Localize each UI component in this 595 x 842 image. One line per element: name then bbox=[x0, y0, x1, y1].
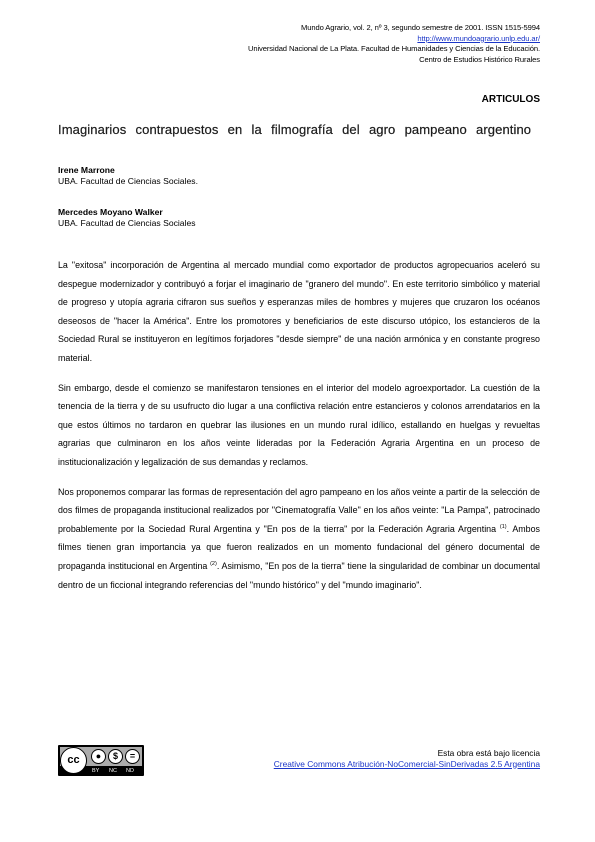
journal-url-link[interactable]: http://www.mundoagrario.unlp.edu.ar/ bbox=[417, 33, 540, 43]
article-title: Imaginarios contrapuestos en la filmografía del agro pampeano argentino bbox=[58, 122, 532, 137]
institution-name: Universidad Nacional de La Plata. Facultad de Humanidades y Ciencias de la Educación. bbox=[247, 44, 540, 53]
author-name: Irene Marrone bbox=[58, 165, 115, 175]
creative-commons-badge[interactable] bbox=[58, 745, 144, 776]
journal-citation: Mundo Agrario, vol. 2, nº 3, segundo semestre de 2001. ISSN 1515-5994 bbox=[300, 23, 540, 32]
research-center: Centro de Estudios Histórico Rurales bbox=[419, 54, 540, 64]
paragraph-text: Nos proponemos comparar las formas de representación del agro pampeano en los años veinte a partir de la selección de dos filmes de propaganda institucional realizados por "Cinematografía Valle" en los años veinte: "La Pampa", patrocinado probablemente por la Sociedad Rural Argentina y "En pos de la tierra" por la Federación Agraria Argentina bbox=[58, 486, 540, 534]
article-body bbox=[58, 256, 540, 605]
body-paragraph: Sin embargo, desde el comienzo se manifestaron tensiones en el interior del modelo agroexportador. La cuestión de la tenencia de la tierra y de su usufructo dio lugar a una conflictiva relación entre estancieros y colonos arrendatarios en la que estos últimos no tardaron en quebrar las ilusiones en un mundo rural idílico, estallando en huelgas y revueltas agrarias que culminaron en los años veinte lideradas por la Federación Agraria Argentina en un proceso de institucionalización y legalización de sus demandas y reclamos. bbox=[58, 382, 540, 467]
paragraph-text: . Asimismo, "En pos de la tierra" tiene la singularidad de combinar un documental dentro de un ficcional integrando referencias del "mundo histórico" y del "mundo imaginario". bbox=[58, 560, 540, 590]
author-name: Mercedes Moyano Walker bbox=[58, 207, 163, 217]
journal-header bbox=[120, 23, 540, 65]
section-label: ARTICULOS bbox=[481, 94, 540, 105]
badge-label: NC bbox=[109, 768, 117, 774]
badge-label: ND bbox=[126, 768, 134, 774]
footnote-ref[interactable]: (1) bbox=[499, 523, 507, 530]
cc-logo-icon: cc bbox=[60, 747, 87, 774]
license-notice bbox=[274, 748, 540, 769]
author-block bbox=[58, 207, 196, 229]
body-paragraph: La "exitosa" incorporación de Argentina al mercado mundial como exportador de productos agropecuarios aceleró su despegue modernizador y contribuyó a forjar el imaginario de "granero del mundo". En este territorio simbólico y material de progreso y utopía agraria cifraron sus sueños y esperanzas miles de hombres y mujeres que cruzaron los océanos deseosos de "hacer la América". Entre los promotores y beneficiarios de este discurso utópico, los estancieros de la Sociedad Rural se instituyeron en legítimos forjadores "desde siempre" de una nación armónica y en constante progreso material. bbox=[58, 260, 540, 363]
noderivatives-equals-icon: = bbox=[125, 749, 140, 764]
noncommercial-dollar-icon: $ bbox=[108, 749, 123, 764]
author-block bbox=[58, 165, 198, 187]
badge-label: BY bbox=[92, 768, 100, 774]
license-link[interactable]: Creative Commons Atribución-NoComercial-SinDerivadas 2.5 Argentina bbox=[273, 758, 540, 769]
badge-labels bbox=[89, 767, 143, 775]
author-affiliation: UBA. Facultad de Ciencias Sociales bbox=[58, 218, 196, 228]
footnote-ref[interactable]: (2) bbox=[210, 560, 217, 567]
attribution-person-icon: ● bbox=[91, 749, 106, 764]
paragraph-text: . Ambos filmes tienen gran importancia ya que fueron realizados en un momento fundacional del género documental de propaganda institucional en Argentina bbox=[58, 523, 540, 571]
body-paragraph bbox=[58, 483, 540, 595]
author-affiliation: UBA. Facultad de Ciencias Sociales. bbox=[58, 176, 198, 186]
license-text: Esta obra está bajo licencia bbox=[437, 748, 540, 758]
